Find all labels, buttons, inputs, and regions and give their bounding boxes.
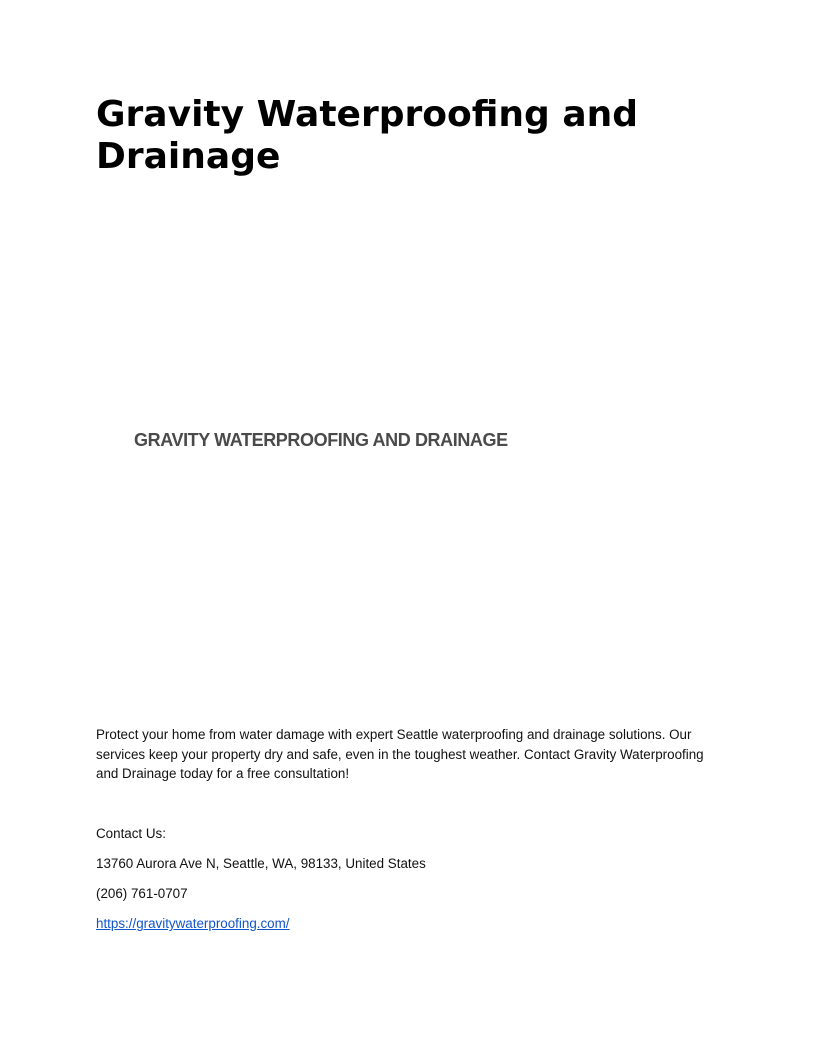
contact-section [96,824,720,944]
logo-wordmark: GRAVITY WATERPROOFING AND DRAINAGE [134,430,508,450]
document-title: Gravity Waterproofing and Drainage [96,94,639,177]
contact-heading: Contact Us: [96,826,166,841]
company-logo-image [96,246,588,636]
website-link[interactable]: https://gravitywaterproofing.com/ [96,916,290,931]
business-description: Protect your home from water damage with expert Seattle waterproofing and drainage solutions. Our services keep your property dry and safe, even in the toughest weather. Contact Gravity Waterproofing and Drainage today for a free consultation! [96,727,704,781]
contact-phone: (206) 761-0707 [96,886,188,901]
contact-website-line [96,914,720,934]
contact-address: 13760 Aurora Ave N, Seattle, WA, 98133, United States [96,856,426,871]
